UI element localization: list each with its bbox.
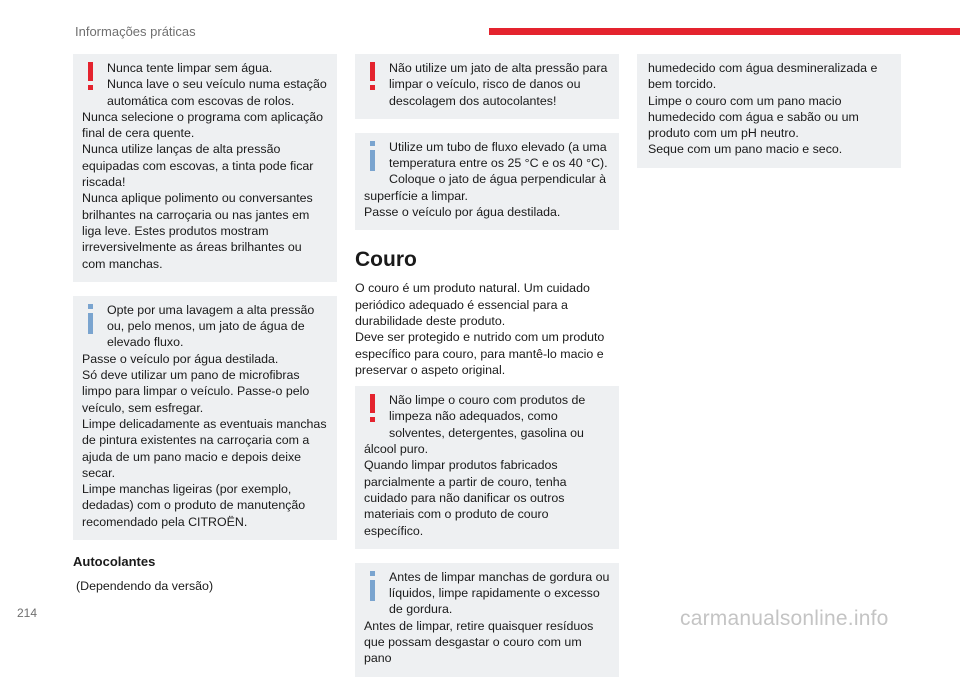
warning-exclamation-icon xyxy=(367,394,379,426)
warning-box xyxy=(355,54,619,119)
watermark: carmanualsonline.info xyxy=(680,607,889,630)
warning-exclamation-icon xyxy=(367,62,379,94)
text-line: Quando limpar produtos fabricados parcialmente a partir de couro, tenha cuidado para não danificar os outros materiais com o produto de couro específico. xyxy=(364,458,567,538)
info-bar-icon xyxy=(367,571,379,603)
column-1 xyxy=(73,54,337,593)
paragraph: Deve ser protegido e nutrido com um produto específico para couro, para mantê-lo macio e preservar o aspeto original. xyxy=(355,330,605,377)
info-bar-icon xyxy=(85,304,97,336)
section-title-couro: Couro xyxy=(355,248,417,272)
text-line: Nunca aplique polimento ou conversantes brilhantes na carroçaria ou nas jantes em liga leve. Estes produtos mostram irreversivelmente as áreas brilhantes ou com manchas. xyxy=(82,191,313,271)
text-line: Opte por uma lavagem a alta pressão ou, pelo menos, um jato de água de elevado fluxo. xyxy=(107,302,315,350)
header-accent-bar xyxy=(489,28,960,35)
text-line: Não utilize um jato de alta pressão para limpar o veículo, risco de danos ou descolagem dos autocolantes! xyxy=(389,61,608,108)
text-line: Não limpe o couro com produtos de limpeza não adequados, como solventes, detergentes, gasolina ou álcool puro. xyxy=(364,393,586,457)
text-line: Antes de limpar, retire quaisquer resíduos que possam desgastar o couro com um pano xyxy=(364,618,594,666)
info-box xyxy=(355,563,619,677)
info-box xyxy=(355,133,619,230)
text-line: Utilize um tubo de fluxo elevado (a uma temperatura entre os 25 °C e os 40 °C). xyxy=(389,139,608,171)
text-line: Limpe o couro com um pano macio humedecido com água e sabão ou um produto com um pH neutro. xyxy=(648,93,859,141)
text-line: Nunca lave o seu veículo numa estação automática com escovas de rolos. xyxy=(107,77,327,108)
page-number: 214 xyxy=(17,606,38,620)
version-note: (Dependendo da versão) xyxy=(76,579,214,594)
warning-box xyxy=(73,54,337,282)
subheading-autocolantes: Autocolantes xyxy=(73,554,156,570)
text-line: Coloque o jato de água perpendicular à superfície a limpar. xyxy=(364,172,606,203)
running-header: Informações práticas xyxy=(75,24,196,39)
column-3 xyxy=(637,54,901,182)
text-line: Passe o veículo por água destilada. xyxy=(82,351,279,366)
column-2 xyxy=(355,54,619,691)
text-line: Nunca selecione o programa com aplicação final de cera quente. xyxy=(82,109,324,141)
info-box xyxy=(73,296,337,540)
text-line: Passe o veículo por água destilada. xyxy=(364,205,561,220)
text-line: Seque com um pano macio e seco. xyxy=(648,142,843,157)
continued-info-box xyxy=(637,54,901,168)
text-line: Nunca tente limpar sem água. xyxy=(107,61,273,75)
warning-exclamation-icon xyxy=(85,62,97,94)
text-line: Limpe delicadamente as eventuais manchas de pintura existentes na carroçaria com a ajuda de um pano macio e depois deixe secar. xyxy=(82,416,327,480)
warning-box xyxy=(355,386,619,549)
info-bar-icon xyxy=(367,141,379,173)
text-line: humedecido com água desmineralizada e bem torcido. xyxy=(648,61,878,92)
text-line: Antes de limpar manchas de gordura ou líquidos, limpe rapidamente o excesso de gordura. xyxy=(389,569,610,617)
paragraph: O couro é um produto natural. Um cuidado periódico adequado é essencial para a durabilidade deste produto. xyxy=(355,281,590,328)
text-line: Nunca utilize lanças de alta pressão equipadas com escovas, a tinta pode ficar riscada! xyxy=(82,142,314,190)
text-line: Limpe manchas ligeiras (por exemplo, dedadas) com o produto de manutenção recomendado pela CITROËN. xyxy=(82,482,306,529)
text-line: Só deve utilizar um pano de microfibras limpo para limpar o veículo. Passe-o pelo veículo, sem esfregar. xyxy=(82,368,310,415)
